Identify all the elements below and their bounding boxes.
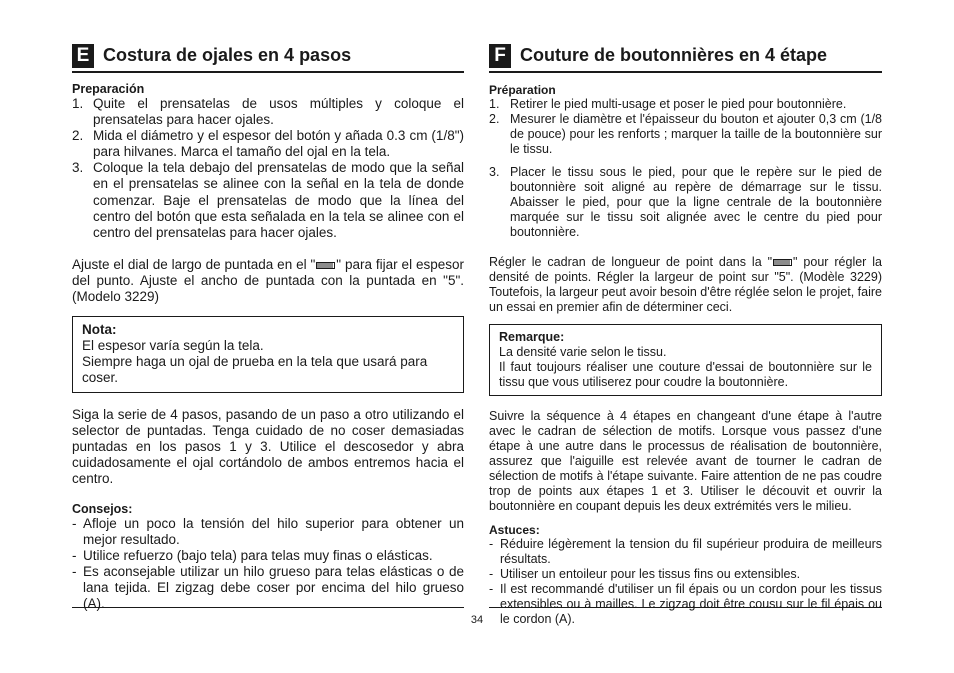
list-item: - Utiliser un entoileur pour les tissus fins ou extensibles. — [489, 567, 801, 581]
list-item: - Utilice refuerzo (bajo tela) para telas muy finas o elásticas. — [72, 548, 433, 564]
list-item: 3. Coloque la tela debajo del prensatelas de modo que la señal en el prensatelas se alinee con la señal en la tela de donde comenzar. Baje el prensatelas de modo que la línea del centro del botón que esta señalada en la tela se alinee con el centro del prensatelas para hacer ojales. — [72, 160, 464, 240]
note-line: El espesor varía según la tela. — [82, 338, 264, 354]
buttonhole-stitch-range-icon — [316, 262, 335, 269]
preparation-steps-fr — [489, 97, 882, 240]
section-end-rule-fr — [489, 607, 882, 608]
section-heading-fr — [489, 40, 882, 73]
sequence-paragraph-fr: Suivre la séquence à 4 étapes en changeant d'une étape à l'autre avec le cadran de sélection de motifs. Lorsque vous passez d'une étape à une autre dans le processus de réalisation de boutonnière, assurez que l'aiguille est relevée avant de tourner le cadran de sélection de motifs à l'étape suivante. Faire attention de ne pas coudre trop de points aux étapes 1 et 3. Utiliser le découvit et ouvrir la boutonnière en coupant depuis les deux extrémités vers le milieu. — [489, 409, 882, 513]
section-end-rule-es — [72, 607, 464, 608]
list-item: 2. Mida el diámetro y el espesor del botón y añada 0.3 cm (1/8") para hilvanes. Marca el tamaño del ojal en la tela. — [72, 128, 464, 160]
list-item: - Es aconsejable utilizar un hilo grueso para telas elásticas o de lana tejida. El zigzag debe coser por encima del hilo grueso (A). — [72, 564, 464, 612]
page-title-fr: Couture de boutonnières en 4 étape — [520, 45, 828, 65]
note-line: La densité varie selon le tissu. — [499, 345, 667, 359]
stitch-dial-paragraph-es: Ajuste el dial de largo de puntada en el " " para fijar el espesor del punto. Ajuste el ancho de puntada con la puntada en "5". (Modelo 3229) — [72, 256, 464, 305]
list-item: 3. Placer le tissu sous le pied, pour que le repère sur le pied de boutonnière soit aligné au repère de démarrage sur le tissu. Abaisser le pied, pour que la ligne centrale de la boutonnière marquée sur le tissu soit alignée avec le centre du pied pour boutonnière. — [489, 165, 882, 239]
language-badge-f: F — [489, 44, 511, 68]
preparation-steps-es — [72, 96, 464, 241]
note-line: Siempre haga un ojal de prueba en la tela que usará para coser. — [82, 354, 428, 386]
list-item: - Il est recommandé d'utiliser un fil épais ou un cordon pour les tissus extensibles ou à mailles. Le zigzag doit être cousu sur le fil épais ou le cordon (A). — [489, 582, 882, 626]
list-item: 1. Retirer le pied multi-usage et poser le pied pour boutonnière. — [489, 97, 847, 111]
page-number: 34 — [470, 614, 484, 626]
preparation-heading-es: Preparación — [72, 82, 145, 96]
list-item: 2. Mesurer le diamètre et l'épaisseur du bouton et ajouter 0,3 cm (1/8 de pouce) pour les renforts ; marquer la taille de la boutonnière sur le tissu. — [489, 112, 882, 156]
buttonhole-stitch-range-icon — [773, 259, 792, 266]
tips-heading-fr: Astuces: — [489, 523, 540, 537]
note-line: Il faut toujours réaliser une couture d'essai de boutonnière sur le tissu que vous utiliserez pour coudre la boutonnière. — [499, 360, 872, 389]
sequence-paragraph-es: Siga la serie de 4 pasos, pasando de un paso a otro utilizando el selector de puntadas. Tenga cuidado de no coser demasiadas puntadas en los pasos 1 y 3. Utilice el descosedor y abra cuidadosamente el ojal cortándolo de ambos entremos hacia el centro. — [72, 406, 464, 486]
spanish-column — [72, 40, 464, 613]
page-title-es: Costura de ojales en 4 pasos — [103, 45, 352, 65]
note-box-es — [72, 316, 464, 392]
section-heading-es — [72, 40, 464, 73]
tips-heading-es: Consejos: — [72, 501, 133, 516]
language-badge-e: E — [72, 44, 94, 68]
list-item: 1. Quite el prensatelas de usos múltiples y coloque el prensatelas para hacer ojales. — [72, 96, 464, 128]
french-column — [489, 40, 882, 627]
note-title-es: Nota: — [82, 322, 117, 338]
note-title-fr: Remarque: — [499, 330, 565, 344]
list-item: - Réduire légèrement la tension du fil supérieur produira de meilleurs résultats. — [489, 537, 882, 566]
note-box-fr — [489, 324, 882, 396]
tips-list-es — [72, 516, 464, 613]
preparation-heading-fr: Préparation — [489, 83, 556, 97]
stitch-dial-paragraph-fr: Régler le cadran de longueur de point dans la " " pour régler la densité de points. Régler la largeur de point sur "5". (Modèle 3229) Toutefois, la largeur peut avoir besoin d'être réglée selon le projet, faire un essai en premier afin de déterminer ceci. — [489, 255, 882, 314]
list-item: - Afloje un poco la tensión del hilo superior para obtener un mejor resultado. — [72, 515, 464, 548]
